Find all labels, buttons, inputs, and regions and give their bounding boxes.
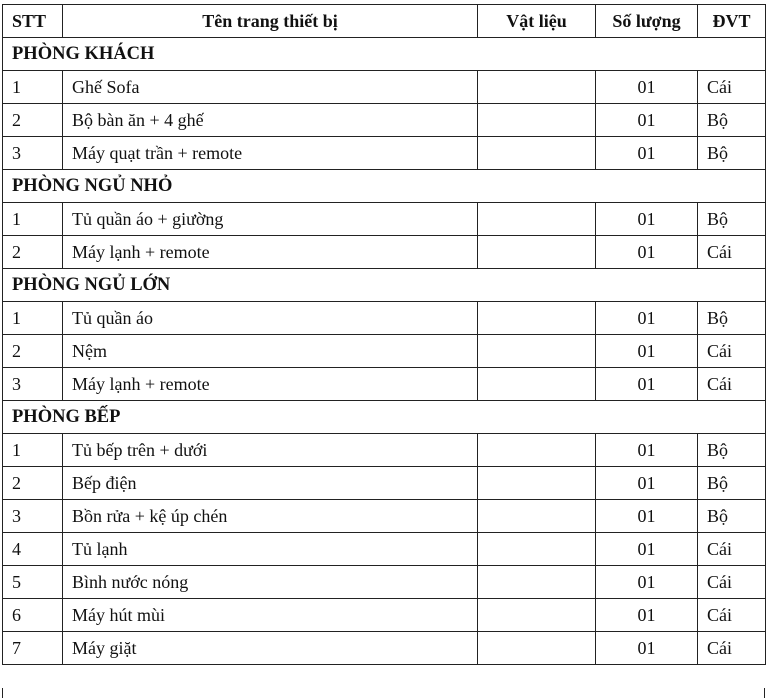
table-row [3,632,766,665]
cell-stt: 6 [3,599,63,632]
cell-unit: Cái [698,335,766,368]
cell-quantity: 01 [596,203,698,236]
table-row [3,467,766,500]
cell-stt: 1 [3,434,63,467]
cell-quantity: 01 [596,467,698,500]
cell-material [478,137,596,170]
equipment-table [2,4,766,665]
cell-unit: Bộ [698,467,766,500]
header-unit: ĐVT [698,5,766,38]
cell-quantity: 01 [596,599,698,632]
cell-name: Tủ quần áo + giường [63,203,478,236]
cell-quantity: 01 [596,368,698,401]
cell-stt: 3 [3,137,63,170]
cell-name: Máy quạt trần + remote [63,137,478,170]
cell-material [478,335,596,368]
cell-unit: Bộ [698,500,766,533]
cell-unit: Cái [698,599,766,632]
table-row [3,137,766,170]
header-row [3,5,766,38]
cell-quantity: 01 [596,71,698,104]
table-row [3,104,766,137]
cell-stt: 1 [3,71,63,104]
section-title: PHÒNG BẾP [3,401,766,434]
table-row [3,368,766,401]
cell-material [478,71,596,104]
table-row [3,236,766,269]
header-quantity: Số lượng [596,5,698,38]
section-row [3,170,766,203]
cell-material [478,368,596,401]
cell-stt: 2 [3,104,63,137]
cell-name: Máy lạnh + remote [63,236,478,269]
cell-name: Máy hút mùi [63,599,478,632]
cell-unit: Bộ [698,434,766,467]
section-row [3,38,766,71]
cell-quantity: 01 [596,500,698,533]
cell-material [478,533,596,566]
cell-name: Bồn rửa + kệ úp chén [63,500,478,533]
cell-quantity: 01 [596,434,698,467]
table-row [3,203,766,236]
table-body [3,38,766,665]
cell-unit: Bộ [698,203,766,236]
cell-stt: 5 [3,566,63,599]
cell-stt: 3 [3,500,63,533]
cell-unit: Cái [698,236,766,269]
header-material: Vật liệu [478,5,596,38]
cell-material [478,302,596,335]
table-row [3,335,766,368]
cell-name: Tủ quần áo [63,302,478,335]
cell-name: Bộ bàn ăn + 4 ghế [63,104,478,137]
cell-material [478,500,596,533]
cell-unit: Cái [698,566,766,599]
cell-unit: Cái [698,71,766,104]
cell-name: Tủ bếp trên + dưới [63,434,478,467]
table-row [3,566,766,599]
cell-quantity: 01 [596,236,698,269]
cell-quantity: 01 [596,533,698,566]
cell-quantity: 01 [596,566,698,599]
cell-name: Tủ lạnh [63,533,478,566]
cell-name: Ghế Sofa [63,71,478,104]
section-title: PHÒNG NGỦ LỚN [3,269,766,302]
table-row [3,500,766,533]
cell-name: Máy lạnh + remote [63,368,478,401]
cell-unit: Cái [698,632,766,665]
table-row [3,434,766,467]
cell-material [478,236,596,269]
header-name: Tên trang thiết bị [63,5,478,38]
cell-name: Máy giặt [63,632,478,665]
section-row [3,401,766,434]
header-stt: STT [3,5,63,38]
cell-material [478,434,596,467]
table-row [3,302,766,335]
cell-unit: Bộ [698,302,766,335]
section-title: PHÒNG NGỦ NHỎ [3,170,766,203]
cell-material [478,599,596,632]
cell-stt: 7 [3,632,63,665]
cell-unit: Cái [698,533,766,566]
cell-quantity: 01 [596,302,698,335]
table-row [3,71,766,104]
cell-stt: 1 [3,203,63,236]
cell-material [478,566,596,599]
cell-unit: Cái [698,368,766,401]
cell-stt: 1 [3,302,63,335]
cell-stt: 2 [3,467,63,500]
cell-unit: Bộ [698,137,766,170]
cell-stt: 2 [3,335,63,368]
cell-name: Bình nước nóng [63,566,478,599]
cell-quantity: 01 [596,335,698,368]
cell-name: Nệm [63,335,478,368]
cell-material [478,467,596,500]
cell-name: Bếp điện [63,467,478,500]
section-title: PHÒNG KHÁCH [3,38,766,71]
cell-quantity: 01 [596,632,698,665]
cell-material [478,104,596,137]
section-row [3,269,766,302]
table-continuation [2,688,765,698]
table-row [3,599,766,632]
table-row [3,533,766,566]
cell-stt: 3 [3,368,63,401]
cell-material [478,203,596,236]
cell-stt: 4 [3,533,63,566]
cell-unit: Bộ [698,104,766,137]
cell-material [478,632,596,665]
cell-quantity: 01 [596,137,698,170]
cell-stt: 2 [3,236,63,269]
cell-quantity: 01 [596,104,698,137]
